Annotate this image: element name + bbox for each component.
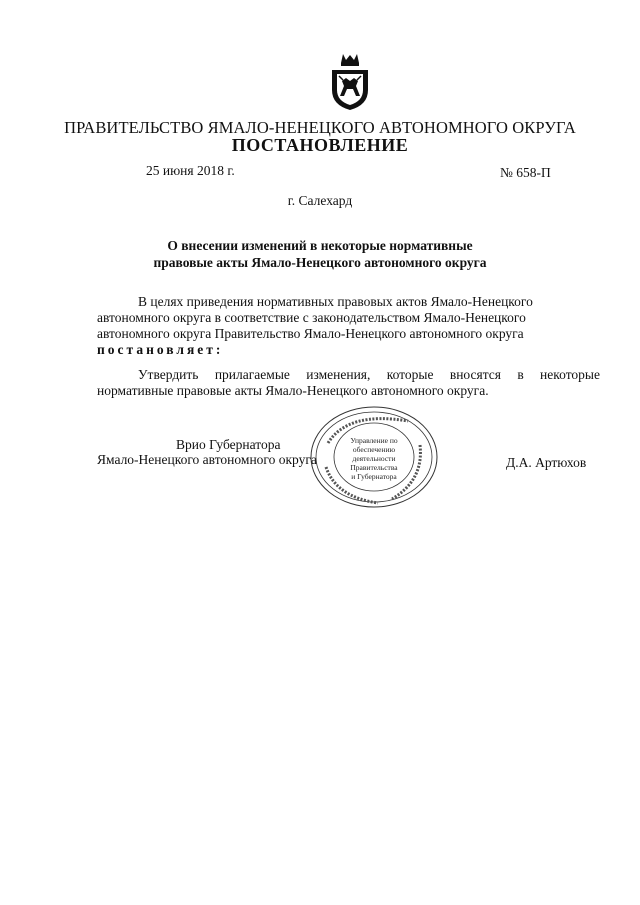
signatory-title-line-2: Ямало-Ненецкого автономного округа bbox=[97, 452, 317, 467]
document-number: № 658-П bbox=[500, 165, 551, 180]
stamp-line-4: Правительства bbox=[350, 463, 398, 472]
stamp-line-2: обеспечению bbox=[352, 445, 396, 454]
organization-title: ПРАВИТЕЛЬСТВО ЯМАЛО-НЕНЕЦКОГО АВТОНОМНОГО ОКРУГА bbox=[64, 118, 576, 137]
document-type: ПОСТАНОВЛЕНИЕ bbox=[231, 135, 409, 155]
preamble-paragraph bbox=[97, 294, 600, 358]
document-city: г. Салехард bbox=[287, 193, 353, 208]
subject-line-1: О внесении изменений в некоторые нормативные bbox=[167, 238, 473, 253]
coat-of-arms-icon bbox=[326, 50, 374, 112]
resolves-word: постановляет: bbox=[97, 342, 224, 357]
preamble-line-1: В целях приведения нормативных правовых актов Ямало-Ненецкого bbox=[138, 294, 533, 309]
stamp-line-1: Управление по bbox=[350, 436, 398, 445]
preamble-line-3: автономного округа Правительство Ямало-Ненецкого автономного округа bbox=[97, 326, 524, 341]
subject-line-2: правовые акты Ямало-Ненецкого автономного округа bbox=[153, 255, 487, 270]
official-stamp-icon bbox=[308, 405, 440, 509]
signatory-title-line-1: Врио Губернатора bbox=[176, 437, 281, 452]
stamp-line-5: и Губернатора bbox=[351, 472, 397, 481]
stamp-line-3: деятельности bbox=[352, 454, 396, 463]
signatory-name: Д.А. Артюхов bbox=[506, 455, 587, 470]
preamble-line-2: автономного округа в соответствие с законодательством Ямало-Ненецкого bbox=[97, 310, 526, 325]
document-date: 25 июня 2018 г. bbox=[146, 163, 235, 178]
document-subject bbox=[0, 237, 640, 271]
resolution-paragraph: Утвердить прилагаемые изменения, которые вносятся в некоторые нормативные правовые акты Ямало-Ненецкого автономного округа. bbox=[97, 367, 600, 398]
